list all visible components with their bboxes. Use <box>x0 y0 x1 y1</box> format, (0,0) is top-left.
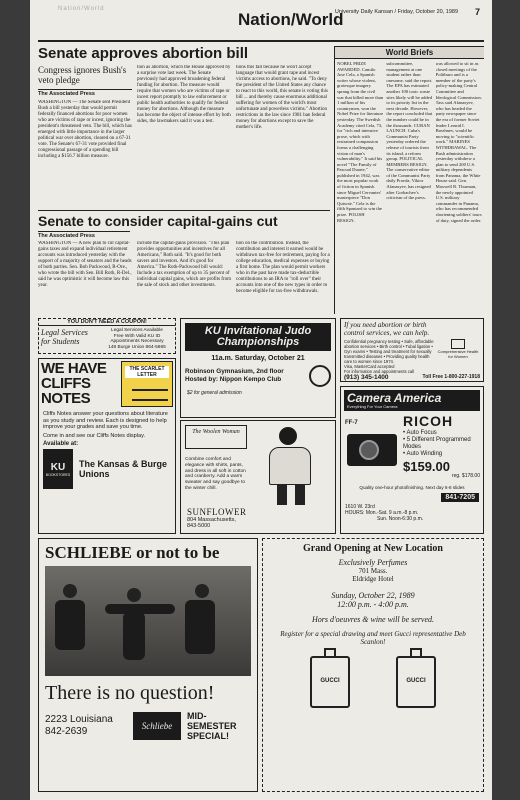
dancer-head-3 <box>195 584 209 598</box>
bottle-label: GUCCI <box>320 678 340 684</box>
byline: The Associated Press <box>38 231 130 239</box>
bottle-cap <box>410 648 422 658</box>
header-rule <box>38 40 484 42</box>
schliebe-tagline: There is no question! <box>45 682 215 704</box>
dancer-body-1 <box>55 600 85 650</box>
store-name: The Kansas & Burge Unions <box>79 459 168 480</box>
bleed-through-text: Nation/World <box>58 6 105 12</box>
camera-regular-price: reg. $178.00 <box>451 473 480 479</box>
camera-phone: 841-7205 <box>441 493 479 502</box>
sunflower-body: Combine comfort and elegance with shirts, pants, and dress in all soft in cotton and cranberry. Add a warm sweater and say goodbye to the winter chill. <box>185 457 246 491</box>
briefs-title: World Briefs <box>335 47 484 59</box>
figure-body <box>269 447 311 485</box>
story-column-1: WASHINGTON — The Senate sent President Bush a bill yesterday that would permit federally financed abortions for poor women who are victims of rape or incest, ignoring the president's threatened veto. The bill, which has emerged with little importance in the larger political war over abortion, cleared on a 67-31 vote. The Senate's 67-31 vote provided final congressional passage of a spending bill including a $156.7 billion measure. <box>38 100 132 159</box>
dancer-body-2 <box>123 612 145 660</box>
perfume-bottle-icon <box>310 656 350 708</box>
judo-place: Robinson Gymnasium, 2nd floor <box>185 368 284 375</box>
legal-services-logo: Legal Services for Students <box>41 328 88 346</box>
coupon-line-3: Appointments Necessary <box>110 339 164 345</box>
cliffs-body-2: Come in and see our Cliffs Notes display. <box>43 432 146 439</box>
clinic-services: Confidential pregnancy testing • Safe, affordable abortion services • Birth control • Tubal ligation • Gyn exams • Testing and treatment for sexually transmitted diseases • Providing quality health care to women since 1974. <box>344 339 434 364</box>
camera-icon <box>341 414 403 484</box>
ku-bookstore-logo-icon <box>43 449 73 489</box>
camera-feature-2: • 5 Different Programmed Modes <box>403 437 471 450</box>
perfume-food: Hors d'oeuvres & wine will be served. <box>311 615 435 624</box>
club-seal-icon <box>309 365 331 387</box>
perfume-bottle-icon <box>396 656 436 708</box>
cliffs-notes-ad <box>38 358 176 534</box>
coupon-line-1: Legal Services Available <box>111 328 163 333</box>
woolen-woman-logo: The Woolen Woman <box>185 425 247 449</box>
story-abortion-bill <box>38 46 330 206</box>
clinic-toll-free: Toll Free 1-800-227-1918 <box>422 374 480 380</box>
clinic-logo-icon <box>451 339 465 349</box>
judo-fee: $2 for general admission <box>187 390 242 396</box>
coupon-line-2: Free With Valid KU ID <box>113 333 161 339</box>
story-column-3: tion on the contribution. Instead, the contribution and interest it earned would be withdrawn tax-free for retirement, paying for a college education, medical expenses or buying a first home. The plan would permit workers who in the past have made tax-deductible contributions to an IRA to "roll over" their accounts into one of the new types in order to become eligible for tax-free withdrawals. <box>236 241 330 294</box>
subhead: Congress ignores Bush's veto pledge <box>38 65 127 85</box>
coupon-line-4: 148 Burge Union 864-5665 <box>108 344 166 350</box>
perfume-title: Grand Opening at New Location <box>302 543 443 554</box>
camera-feature-1: • Auto Focus <box>403 430 437 436</box>
dancer-head-1 <box>63 584 77 598</box>
perfume-time: 12:00 p.m. - 4:00 p.m. <box>337 600 409 609</box>
perfume-register: Register for a special drawing and meet Gucci representative Deb Scanlon! <box>280 630 466 646</box>
perfume-hotel: Eldridge Hotel <box>352 575 394 583</box>
briefs-column-1: NOBEL PRIZE AWARDED. Camilo Jose Cela, a Spanish writer whose violent, grotesque imagery sprang from the civil war that killed more than 1 million of his countrymen, won the Nobel Prize for literature yesterday. The Swedish Academy cited Cela, 73, for "rich and intensive prose, which with restrained compassion forms a challenging vision of man's vulnerability." It said his novel "The Family of Pascual Duarte," published in 1942, was the most popular work of fiction in Spanish since Miguel Cervantes' masterpiece "Don Quixote." Cela is the fifth Spaniard to win the prize. POLISH RESIGN. <box>337 61 384 223</box>
schliebe-logo: Schliebe <box>133 712 181 740</box>
newspaper-page <box>30 0 492 800</box>
story-column-2: tion as abortion, which the House approved by a surprise vote last week. The Senate previously had approved broadening federal funding for abortion. The measure would require that women who are victims of rape or incest report promptly to law enforcement or public health authorities to qualify for federal money for abortions. Although the measure has become the object of intense effort by both sides, the lawmakers said it was a test. <box>137 65 231 124</box>
story-column-3: tions this fall because he won't accept language that would grant rape and incest victims access to abortions, he said. "To deny the president of the United States any chance to react to this world, this senate is voting this bill ... and thereby cause enormous additional suffering for women of the world's most unfortunate and powerless victims." Abortion restrictions in the law since 1981 ban federal money for abortions except to save the mother's life. <box>236 65 328 130</box>
dancer-body-3 <box>185 600 215 654</box>
camera-hours-2: Sun. Noon-6:30 p.m. <box>377 516 424 522</box>
perfume-date: Sunday, October 22, 1989 <box>331 591 415 600</box>
ku-mark: KU <box>50 461 66 473</box>
sunflower-phone: 843-5000 <box>187 523 211 529</box>
camera-lens <box>359 440 379 460</box>
bottle-cap <box>324 648 336 658</box>
byline: The Associated Press <box>38 89 132 97</box>
clinic-phone: (913) 345-1400 <box>344 374 389 381</box>
camera-tagline: Everything For Your Camera <box>347 404 398 409</box>
book-stripes <box>132 389 168 401</box>
coupon-header: YOU DON'T NEED A COUPON! <box>39 319 175 326</box>
headline: Senate approves abortion bill <box>38 45 249 62</box>
clinic-name: Comprehensive Health for Women <box>437 349 479 359</box>
camera-feature-3: • Auto Winding <box>403 451 443 457</box>
sunflower-ad <box>180 420 336 534</box>
schliebe-ad <box>38 538 258 792</box>
figure-leg-right <box>295 485 305 505</box>
section-title: Nation/World <box>238 10 344 29</box>
story-column-2: include the capital-gains provision. "This plan provides opportunities and incentives for all Americans," Roth said. "It's good for both savers and investors. And it's good for America." The Roth-Packwood bill would: Include a tax exemption of up to 35 percent of individual capital gains, which are profits from the sale of stock and other investments. <box>137 241 231 288</box>
perfume-ad <box>262 538 484 792</box>
clinic-line-2: control services, we can help. <box>344 329 430 337</box>
briefs-column-3: was allowed to sit in as closed meetings of the Politburo and is a member of the party's policy-making Central Committee and Ideological Commission. Tass said Afanasyev, who has headed the party newspaper since the era of former Soviet leader Leonid I. Brezhnev, would be moving to "scientific work." MARINES WITHDRAWAL. The Bush administration yesterday withdrew a plan to send 200 U.S. military dependents from Panama, the White House said. Gen. Maxwell R. Thurman, the newly appointed U.S. military commander in Panama, who has recommended shortening soldiers' tours of duty, signed the order. <box>435 61 482 223</box>
page-header <box>38 4 484 36</box>
page-number: 7 <box>474 7 480 17</box>
camera-model: FF-7 <box>345 420 358 426</box>
schliebe-address: 2223 Louisiana <box>45 714 113 725</box>
judo-host: Hosted by: Nippon Kempo Club <box>185 376 282 383</box>
sunflower-address: 804 Massachusetts, <box>187 517 236 523</box>
world-briefs <box>334 46 484 314</box>
bottle-label: GUCCI <box>406 678 426 684</box>
judo-time: 11a.m. Saturday, October 21 <box>211 355 305 362</box>
cliffs-body: Cliffs Notes answer your questions about literature as you study and review. Each is designed to help improve your grades and save you time. <box>43 411 168 431</box>
camera-address: 1610 W. 23rd <box>345 504 375 510</box>
legal-services-ad <box>38 318 176 354</box>
clinic-info: For information and appointments call <box>344 369 415 374</box>
story-divider <box>38 210 330 211</box>
issue-dateline: University Daily Kansan / Friday, October 20, 1989 <box>334 9 458 15</box>
ku-bookstores: BOOKSTORES <box>45 472 71 477</box>
perfume-address: 701 Mass. <box>358 567 388 575</box>
book-title: THE SCARLET LETTER <box>125 366 169 378</box>
womens-health-ad <box>340 318 484 382</box>
figure-leg-left <box>277 485 287 505</box>
ricoh-brand: RICOH <box>403 413 454 429</box>
dancers-photo-icon <box>45 566 251 676</box>
cliffs-book-icon <box>121 361 173 407</box>
clinic-payment: Visa, MasterCard accepted <box>344 364 395 369</box>
schliebe-phone: 842-2639 <box>45 726 88 737</box>
schliebe-special: MID-SEMESTER SPECIAL! <box>187 711 237 741</box>
cliffs-headline: WE HAVE CLIFFS NOTES <box>41 360 107 407</box>
camera-price: $159.00 <box>403 459 450 474</box>
camera-hours-1: HOURS: Mon.-Sat. 9 a.m.-8 p.m. <box>345 510 419 516</box>
clinic-line-1: If you need abortion or birth <box>344 321 427 329</box>
available-at: Available at: <box>43 441 79 448</box>
judo-title: KU Invitational Judo Championships <box>204 325 312 348</box>
perfume-name: Exclusively Perfumes <box>338 558 408 567</box>
schliebe-headline: SCHLIEBE or not to be <box>45 543 220 562</box>
headline: Senate to consider capital-gains cut <box>38 213 278 229</box>
camera-store-name: Camera America <box>347 391 442 405</box>
camera-america-ad <box>340 386 484 534</box>
dancer-head-2 <box>127 588 141 602</box>
figure-head <box>279 427 297 445</box>
briefs-column-2: subcommittee, management at one student rather than onesome, said the report. The EPA has estimated another 100 toxic waste sites likely will be added to its priority list in the next decade. However, the report concluded that the number could be in the thousands. CUBAN LAUNCH. Cuba's Communist Party yesterday ordered the release of tourists from its island, a reform group. POLITICAL MEMBERS RESIGN. The conservative editor of the Communist Party daily Pravda, Viktor Afanasyev, has resigned after Gorbachev's criticism of the press. <box>386 61 433 201</box>
camera-film-note: Quality one-hour photofinishing. Next day 6-8 slides <box>359 485 465 490</box>
judo-ad <box>180 318 336 418</box>
woman-illustration-icon <box>251 421 335 507</box>
sunflower-name: SUNFLOWER <box>187 507 247 517</box>
story-capital-gains <box>38 210 330 314</box>
story-column-1: WASHINGTON — A new plan to cut capital-gains taxes and expand individual retirement accounts was introduced yesterday with the support of a majority of senators and the heads of both parties. Sen. Bob Packwood, R-Ore., who wrote the bill with Sen. Bill Roth, R-Del., said he was optimistic it will become law this year. <box>38 241 132 288</box>
